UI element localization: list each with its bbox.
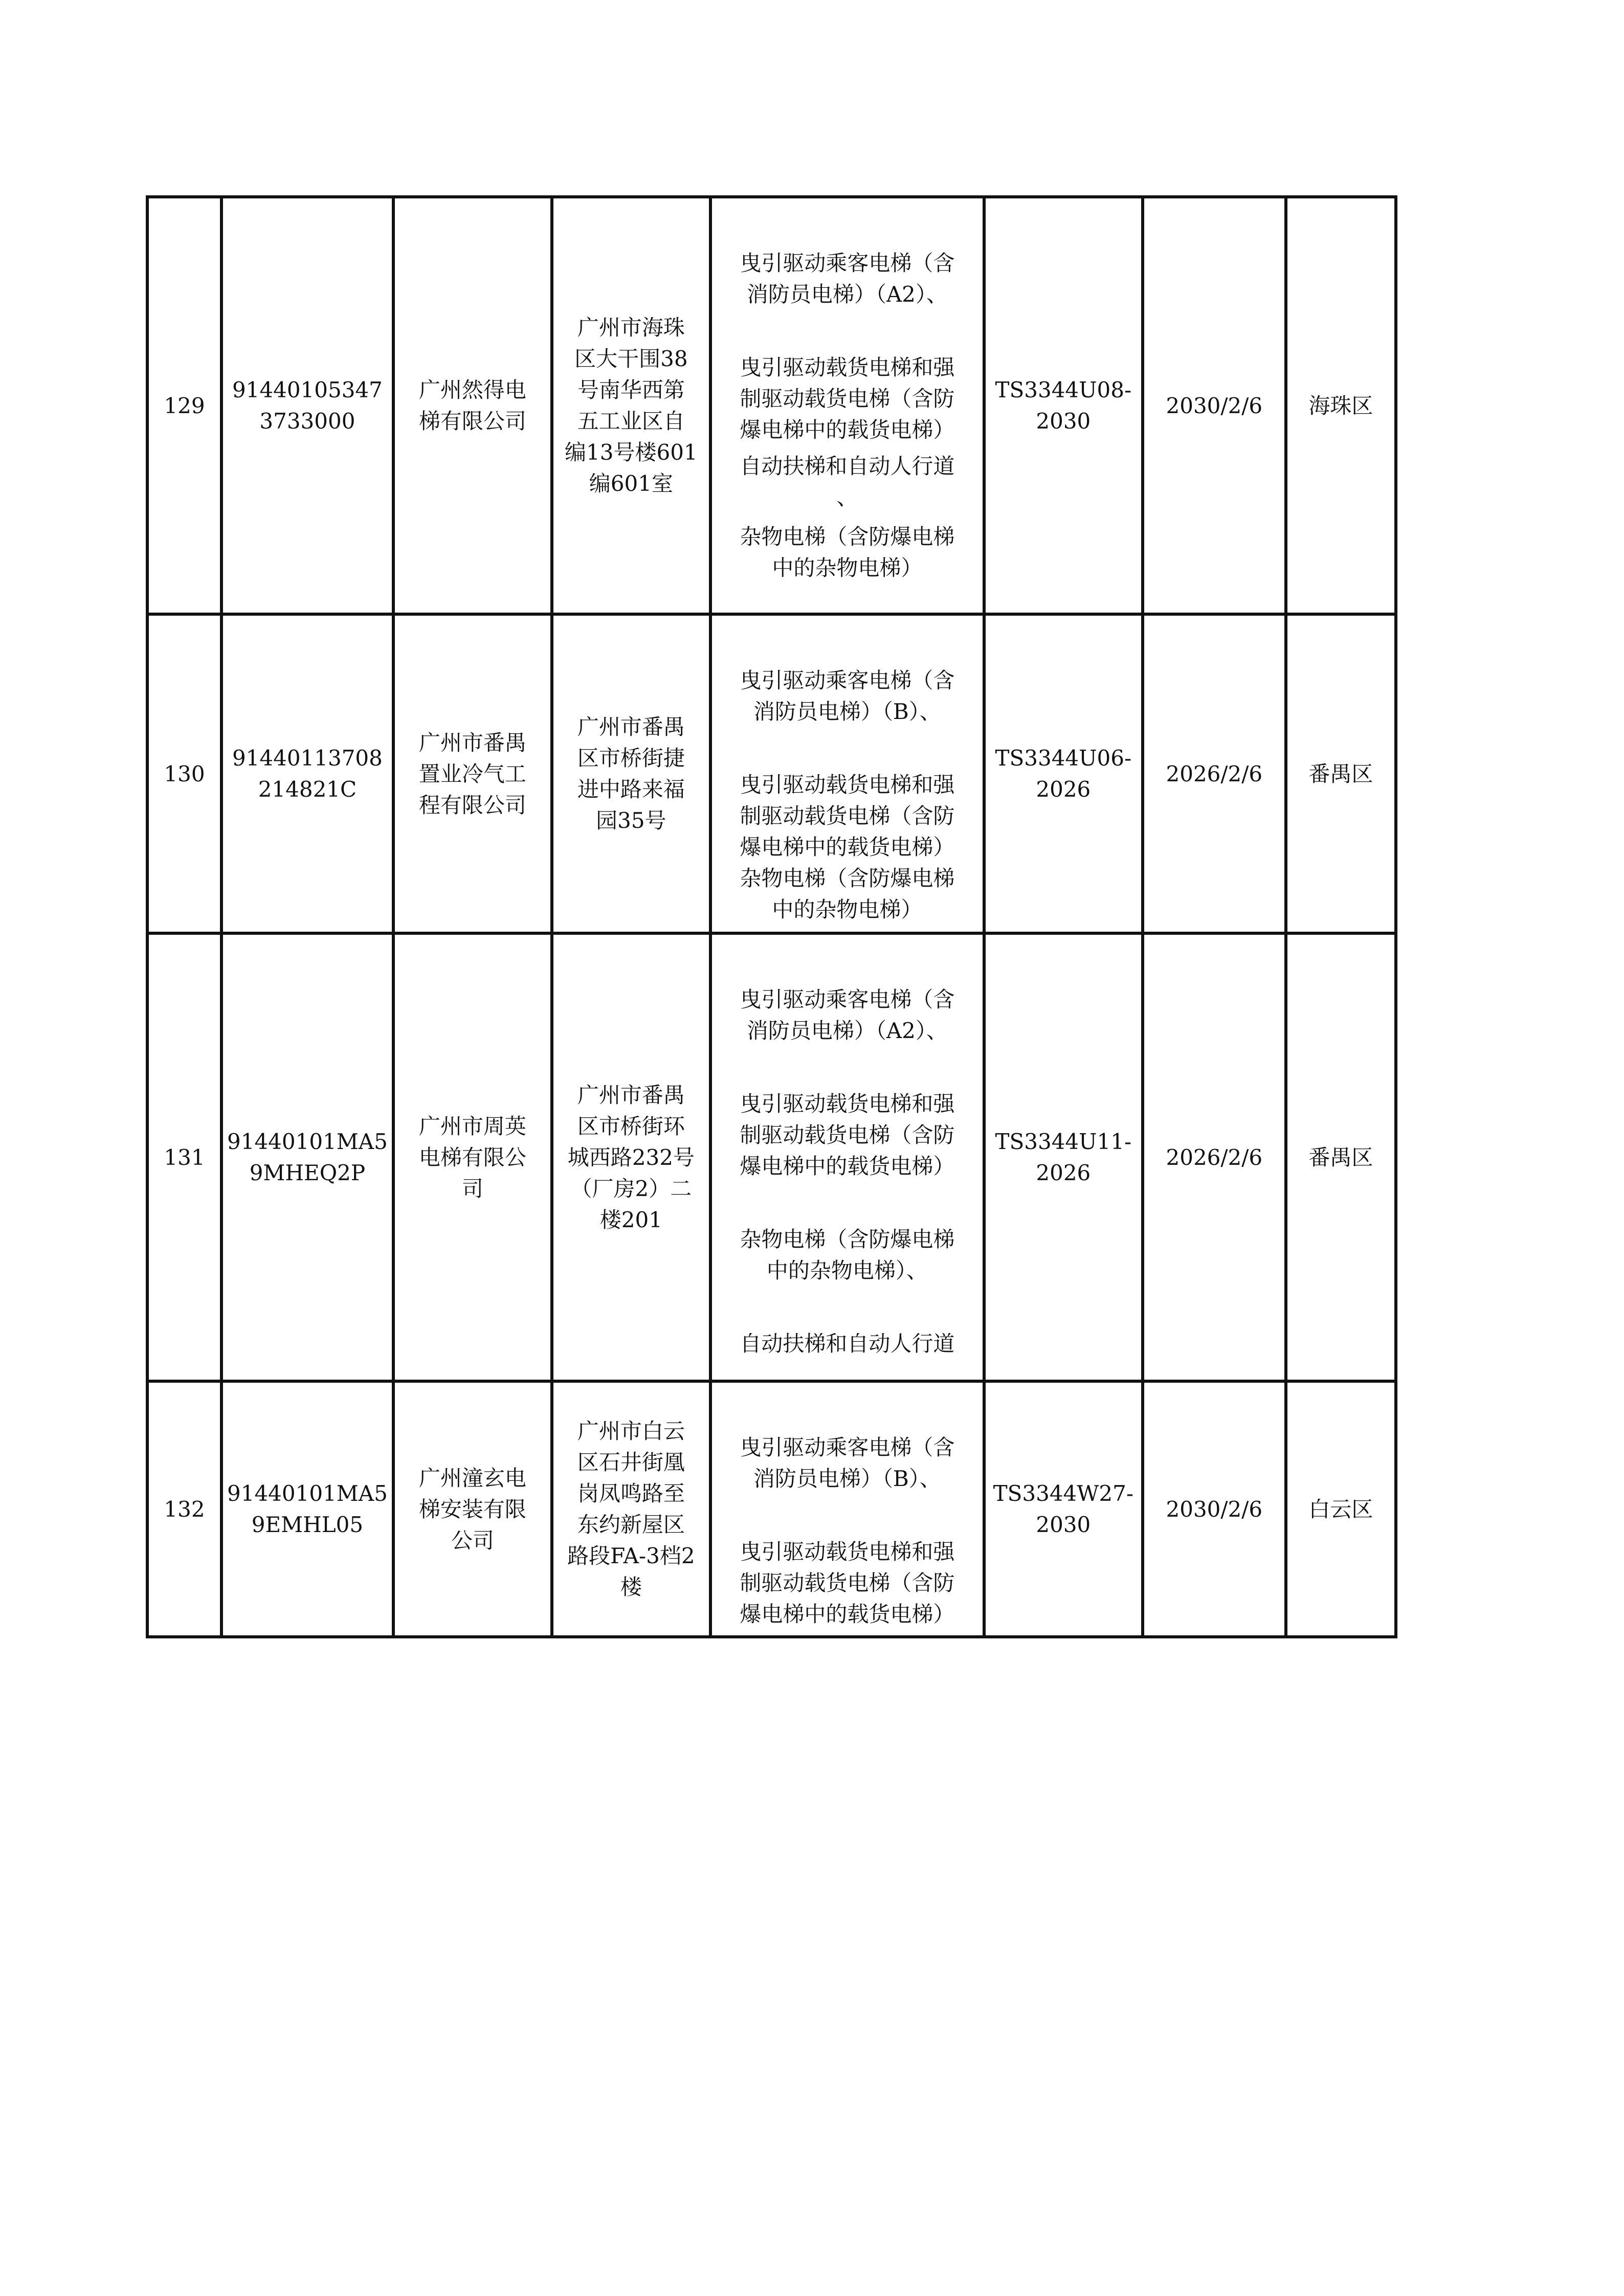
row-number: 129 <box>147 197 221 614</box>
company-address: 广州市番禺 区市桥街环 城西路232号 （厂房2）二 楼201 <box>552 933 710 1381</box>
company-name: 广州市番禺 置业冷气工 程有限公司 <box>393 614 552 933</box>
table-row <box>147 933 1396 1381</box>
license-scope: 曳引驱动乘客电梯（含 消防员电梯）（B）、 曳引驱动载货电梯和强 制驱动载货电梯（含防 爆电梯中的载货电梯） 杂物电梯（含防爆电梯 中的杂物电梯） <box>710 614 984 933</box>
row-number: 131 <box>147 933 221 1381</box>
credit-code: 91440113708 214821C <box>221 614 393 933</box>
company-name: 广州潼玄电 梯安装有限 公司 <box>393 1381 552 1637</box>
company-name: 广州然得电 梯有限公司 <box>393 197 552 614</box>
table-row <box>147 1381 1396 1637</box>
expiry-date: 2030/2/6 <box>1143 1381 1286 1637</box>
permit-number: TS3344U08- 2030 <box>984 197 1143 614</box>
company-address: 广州市海珠 区大干围38 号南华西第 五工业区自 编13号楼601 编601室 <box>552 197 710 614</box>
district: 番禺区 <box>1286 933 1396 1381</box>
credit-code: 91440101MA5 9EMHL05 <box>221 1381 393 1637</box>
credit-code: 91440101MA5 9MHEQ2P <box>221 933 393 1381</box>
elevator-company-table <box>146 195 1397 1638</box>
license-scope: 曳引驱动乘客电梯（含 消防员电梯）（B）、 曳引驱动载货电梯和强 制驱动载货电梯（含防 爆电梯中的载货电梯） <box>710 1381 984 1637</box>
license-scope: 曳引驱动乘客电梯（含 消防员电梯）（A2）、 曳引驱动载货电梯和强 制驱动载货电梯（含防 爆电梯中的载货电梯） 自动扶梯和自动人行道 、 杂物电梯（含防爆电梯 中的杂物电梯） <box>710 197 984 614</box>
permit-number: TS3344U11- 2026 <box>984 933 1143 1381</box>
expiry-date: 2030/2/6 <box>1143 197 1286 614</box>
district: 海珠区 <box>1286 197 1396 614</box>
permit-number: TS3344W27- 2030 <box>984 1381 1143 1637</box>
company-name: 广州市周英 电梯有限公 司 <box>393 933 552 1381</box>
table-row <box>147 197 1396 614</box>
license-scope: 曳引驱动乘客电梯（含 消防员电梯）（A2）、 曳引驱动载货电梯和强 制驱动载货电梯（含防 爆电梯中的载货电梯） 杂物电梯（含防爆电梯 中的杂物电梯）、 自动扶梯和自动人行道 <box>710 933 984 1381</box>
row-number: 132 <box>147 1381 221 1637</box>
permit-number: TS3344U06- 2026 <box>984 614 1143 933</box>
company-address: 广州市白云 区石井街凰 岗凤鸣路至 东约新屋区 路段FA-3档2 楼 <box>552 1381 710 1637</box>
district: 白云区 <box>1286 1381 1396 1637</box>
district: 番禺区 <box>1286 614 1396 933</box>
expiry-date: 2026/2/6 <box>1143 933 1286 1381</box>
row-number: 130 <box>147 614 221 933</box>
expiry-date: 2026/2/6 <box>1143 614 1286 933</box>
credit-code: 91440105347 3733000 <box>221 197 393 614</box>
table-row <box>147 614 1396 933</box>
company-address: 广州市番禺 区市桥街捷 进中路来福 园35号 <box>552 614 710 933</box>
